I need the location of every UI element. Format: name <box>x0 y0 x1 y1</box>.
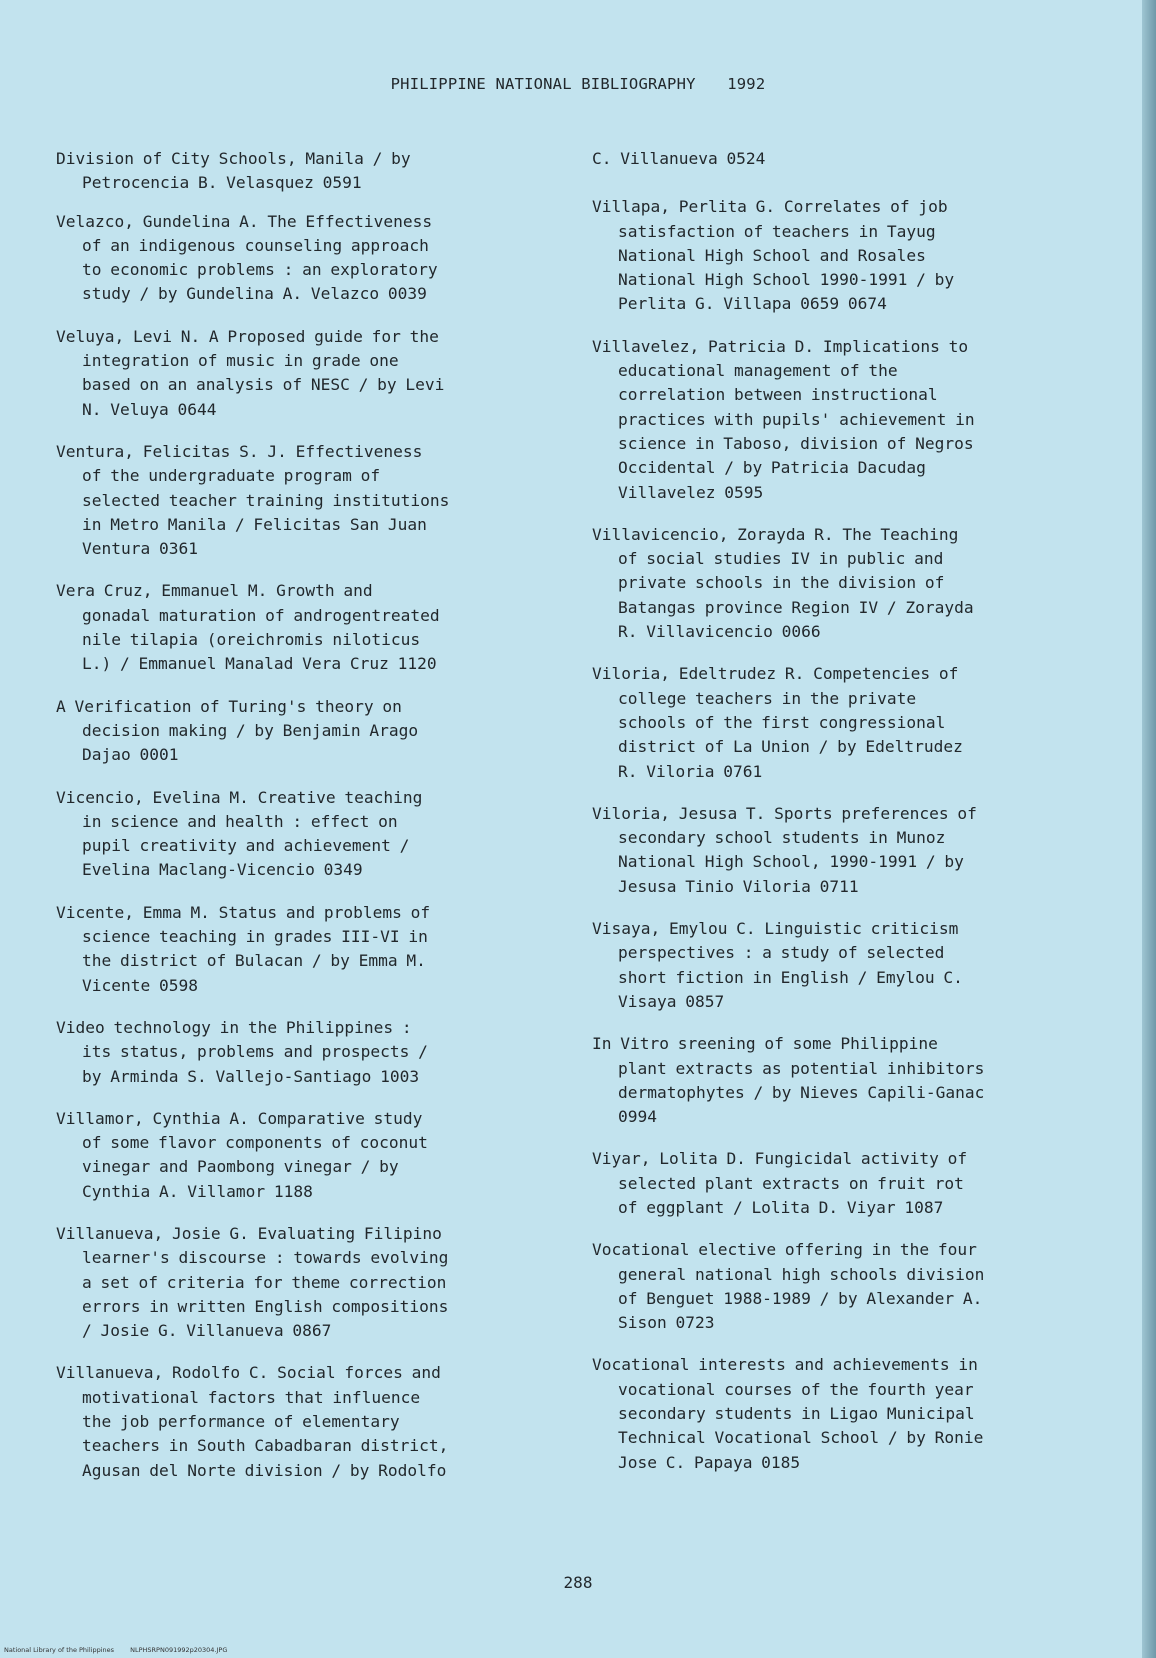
bibliography-entry: Vocational elective offering in the four general national high schools division of Benguet 1988-1989 / by Alexander A. Sison 0723 <box>592 1240 985 1333</box>
bibliography-entry: Villamor, Cynthia A. Comparative study of some flavor components of coconut vinegar and Paombong vinegar / by Cynthia A. Villamor 1188 <box>56 1108 428 1201</box>
bibliography-entry: Division of City Schools, Manila / by Petrocencia B. Velasquez 0591 <box>56 149 411 193</box>
bibliography-entry: Villanueva, Josie G. Evaluating Filipino learner's discourse : towards evolving a set of criteria for theme correction errors in written English compositions / Josie G. Villanueva 0867 <box>56 1223 449 1341</box>
footer-filename: NLPHSRPN091992p20304.JPG <box>130 1646 228 1654</box>
header-title: PHILIPPINE NATIONAL BIBLIOGRAPHY <box>390 75 696 93</box>
bibliography-entry: Vocational interests and achievements in vocational courses of the fourth year secondary students in Ligao Municipal Technical Vocational School / by Ronie Jose C. Papaya 0185 <box>592 1355 984 1472</box>
page-header <box>0 75 1156 93</box>
right-column <box>592 147 1092 1475</box>
bibliography-entry: Video technology in the Philippines : its status, problems and prospects / by Arminda S. Vallejo-Santiago 1003 <box>56 1017 428 1086</box>
bibliography-entry: A Verification of Turing's theory on decision making / by Benjamin Arago Dajao 0001 <box>56 696 419 765</box>
bibliography-entry: Ventura, Felicitas S. J. Effectiveness of the undergraduate program of selected teacher training institutions in Metro Manila / Felicitas San Juan Ventura 0361 <box>56 441 450 559</box>
bibliography-entry: Viyar, Lolita D. Fungicidal activity of selected plant extracts on fruit rot of eggplant / Lolita D. Viyar 1087 <box>592 1149 968 1217</box>
page-edge <box>1142 0 1156 1658</box>
footer-library: National Library of the Philippines <box>4 1646 115 1654</box>
bibliography-entry: Vicencio, Evelina M. Creative teaching in science and health : effect on pupil creativity and achievement / Evelina Maclang-Vicencio 0349 <box>56 787 423 880</box>
page-number: 288 <box>563 1573 593 1592</box>
bibliography-entry: Villavelez, Patricia D. Implications to educational management of the correlation between instructional practices with pupils' achievement in science in Taboso, division of Negros Occidental / by Patricia Dacudag Villavelez 0595 <box>592 336 975 502</box>
header-year: 1992 <box>727 75 766 93</box>
bibliography-entry: Visaya, Emylou C. Linguistic criticism perspectives : a study of selected short fiction in English / Emylou C. Visaya 0857 <box>592 919 963 1011</box>
bibliography-entry: Vera Cruz, Emmanuel M. Growth and gonadal maturation of androgentreated nile tilapia (oreichromis niloticus L.) / Emmanuel Manalad Vera Cruz 1120 <box>56 581 440 674</box>
bibliography-entry: Vicente, Emma M. Status and problems of science teaching in grades III-VI in the district of Bulacan / by Emma M. Vicente 0598 <box>56 902 431 995</box>
left-column <box>56 147 556 1483</box>
bibliography-entry: Veluya, Levi N. A Proposed guide for the integration of music in grade one based on an analysis of NESC / by Levi N. Veluya 0644 <box>56 326 445 419</box>
scan-footer <box>4 1646 227 1654</box>
bibliography-entry: Viloria, Edeltrudez R. Competencies of college teachers in the private schools of the first congressional district of La Union / by Edeltrudez R. Viloria 0761 <box>592 664 963 781</box>
bibliography-entry: Viloria, Jesusa T. Sports preferences of secondary school students in Munoz National High School, 1990-1991 / by Jesusa Tinio Viloria 0711 <box>592 803 977 896</box>
bibliography-entry: Villanueva, Rodolfo C. Social forces and motivational factors that influence the job performance of elementary teachers in South Cabadbaran district, Agusan del Norte division / by Rodolfo <box>56 1363 449 1480</box>
bibliography-entry: Villavicencio, Zorayda R. The Teaching of social studies IV in public and private schools in the division of Batangas province Region IV / Zorayda R. Villavicencio 0066 <box>592 524 974 642</box>
bibliography-entry: Velazco, Gundelina A. The Effectiveness of an indigenous counseling approach to economic problems : an exploratory study / by Gundelina A. Velazco 0039 <box>56 211 438 304</box>
bibliography-entry: In Vitro sreening of some Philippine plant extracts as potential inhibitors dermatophytes / by Nieves Capili-Ganac 0994 <box>592 1034 985 1127</box>
bibliography-entry: Villapa, Perlita G. Correlates of job satisfaction of teachers in Tayug National High School and Rosales National High School 1990-1991 / by Perlita G. Villapa 0659 0674 <box>592 197 955 314</box>
bibliography-entry: C. Villanueva 0524 <box>592 149 766 168</box>
